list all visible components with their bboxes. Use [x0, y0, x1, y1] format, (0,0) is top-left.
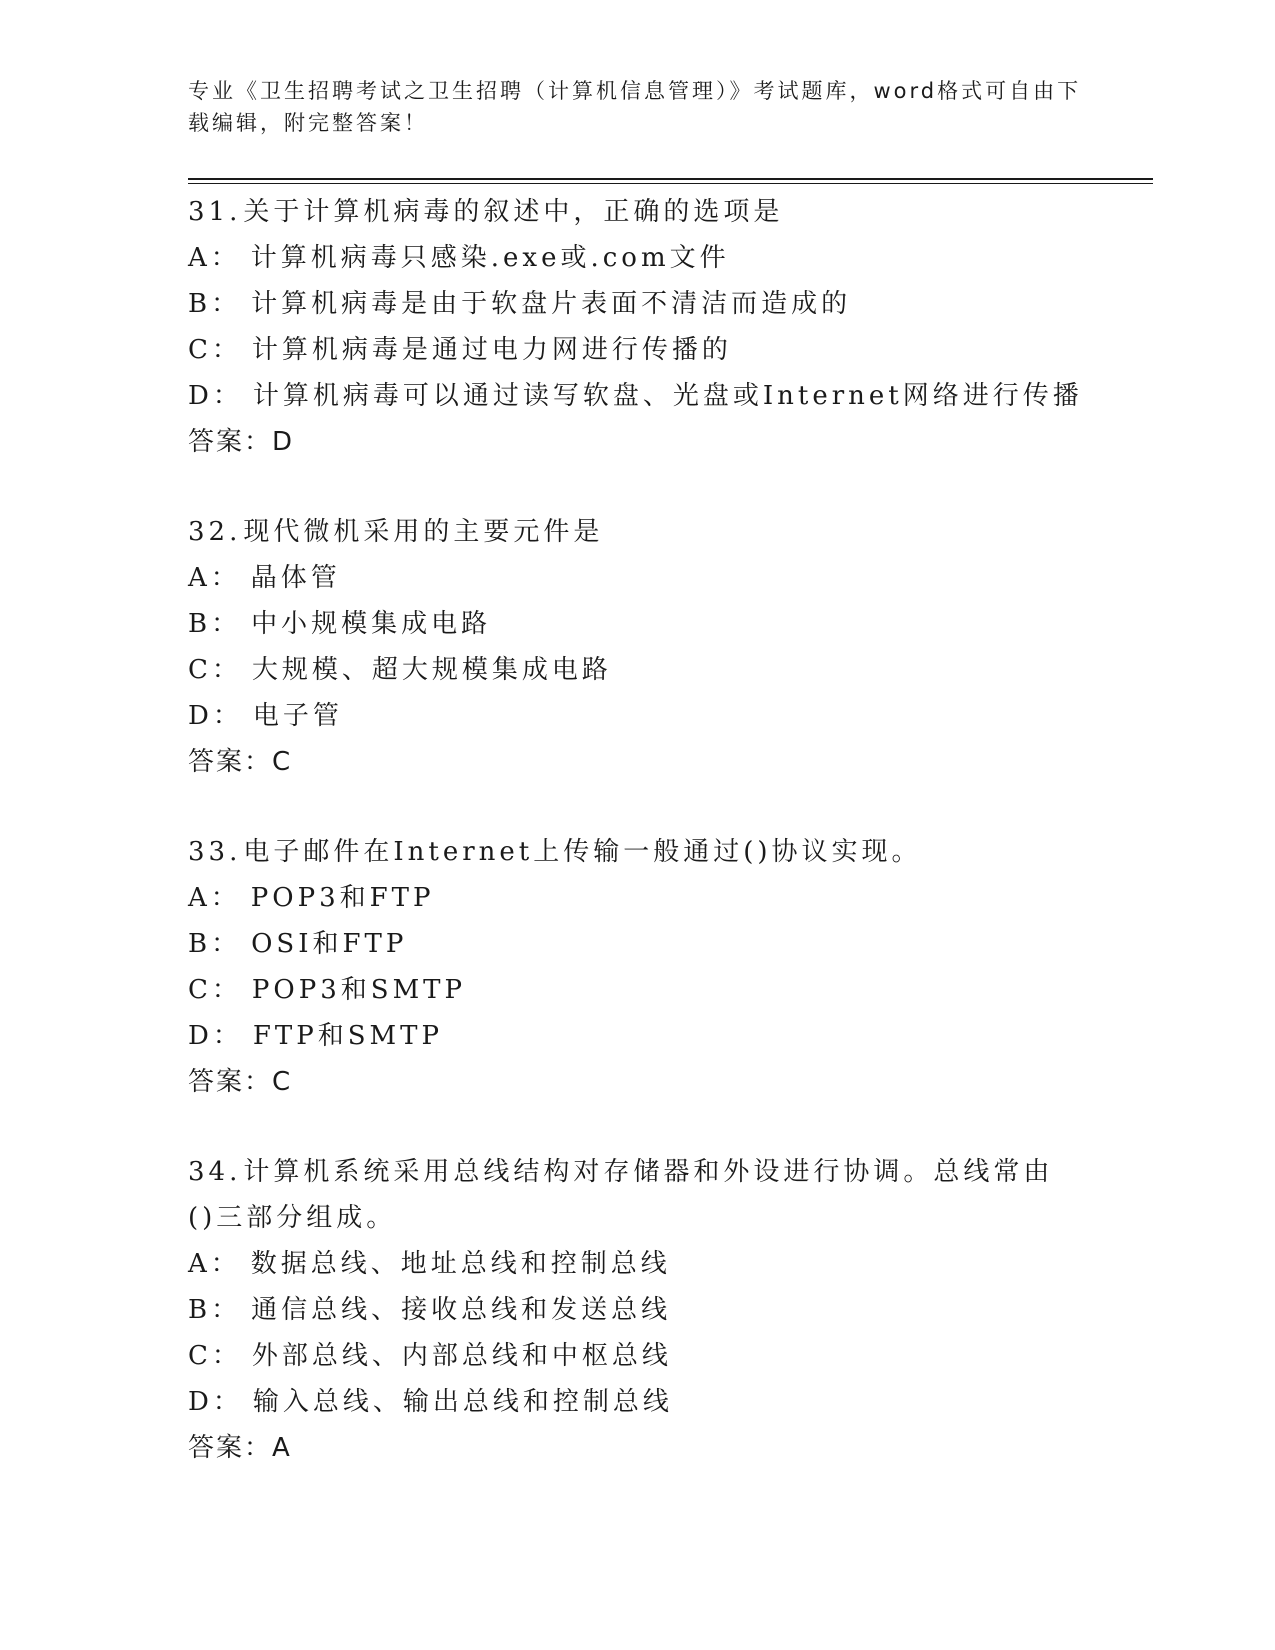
option-text: 计算机病毒是通过电力网进行传播的: [251, 335, 732, 365]
option-key: D：: [188, 381, 243, 411]
option-key: D：: [188, 1387, 243, 1417]
option-text: 外部总线、内部总线和中枢总线: [251, 1341, 672, 1371]
option-c: [188, 1333, 1088, 1379]
option-text: 晶体管: [250, 563, 341, 593]
option-b: [188, 921, 1088, 967]
question-stem: [188, 829, 1088, 875]
question-number: 32.: [188, 517, 242, 547]
option-a: [188, 555, 1088, 601]
option-a: [188, 1241, 1088, 1287]
option-b: [188, 601, 1088, 647]
option-text: POP3和FTP: [250, 883, 435, 913]
question-32: [188, 509, 1088, 785]
answer-line: 答案：C: [188, 1067, 293, 1097]
option-d: [188, 1013, 1088, 1059]
option-text: 输入总线、输出总线和控制总线: [252, 1387, 673, 1417]
document-intro: 专业《卫生招聘考试之卫生招聘（计算机信息管理）》考试题库，word格式可自由下载编辑，附完整答案！: [188, 79, 1082, 135]
option-text: 计算机病毒只感染.exe或.com文件: [250, 243, 730, 273]
option-key: D：: [188, 1021, 243, 1051]
option-key: A：: [188, 243, 241, 273]
option-text: OSI和FTP: [251, 929, 408, 959]
option-text: POP3和SMTP: [251, 975, 467, 1005]
question-stem: [188, 189, 1088, 235]
option-key: D：: [188, 701, 243, 731]
option-text: 中小规模集成电路: [251, 609, 492, 639]
option-d: [188, 693, 1088, 739]
option-text: 计算机病毒是由于软盘片表面不清洁而造成的: [251, 289, 852, 319]
option-key: B：: [188, 609, 242, 639]
question-34: [188, 1149, 1088, 1471]
option-c: [188, 967, 1088, 1013]
option-text: 电子管: [252, 701, 343, 731]
question-stem: [188, 509, 1088, 555]
option-a: [188, 875, 1088, 921]
option-key: B：: [188, 929, 242, 959]
question-number: 33.: [188, 837, 242, 867]
option-text: 计算机病毒可以通过读写软盘、光盘或Internet网络进行传播: [252, 381, 1083, 411]
option-text: 大规模、超大规模集成电路: [251, 655, 612, 685]
question-text: 计算机系统采用总线结构对存储器和外设进行协调。总线常由()三部分组成。: [188, 1157, 1054, 1233]
header-divider-thin: [188, 183, 1153, 184]
option-key: A：: [188, 883, 241, 913]
question-text: 关于计算机病毒的叙述中，正确的选项是: [243, 197, 784, 227]
question-number: 31.: [188, 197, 242, 227]
answer-line: 答案：D: [188, 427, 295, 457]
option-key: A：: [188, 563, 241, 593]
question-number: 34.: [188, 1157, 242, 1187]
option-c: [188, 327, 1088, 373]
question-33: [188, 829, 1088, 1105]
option-key: C：: [188, 975, 242, 1005]
option-key: C：: [188, 335, 242, 365]
option-d: [188, 373, 1088, 419]
option-key: A：: [188, 1249, 241, 1279]
question-list: [188, 189, 1088, 1515]
question-text: 现代微机采用的主要元件是: [243, 517, 604, 547]
option-b: [188, 281, 1088, 327]
answer-line: 答案：A: [188, 1433, 292, 1463]
question-text: 电子邮件在Internet上传输一般通过()协议实现。: [243, 837, 922, 867]
option-key: C：: [188, 655, 242, 685]
option-text: 通信总线、接收总线和发送总线: [251, 1295, 672, 1325]
header-divider-thick: [188, 178, 1153, 180]
option-key: C：: [188, 1341, 242, 1371]
option-a: [188, 235, 1088, 281]
option-c: [188, 647, 1088, 693]
option-key: B：: [188, 1295, 242, 1325]
question-31: [188, 189, 1088, 465]
option-key: B：: [188, 289, 242, 319]
option-b: [188, 1287, 1088, 1333]
option-text: FTP和SMTP: [252, 1021, 444, 1051]
question-stem: [188, 1149, 1078, 1241]
answer-line: 答案：C: [188, 747, 293, 777]
option-text: 数据总线、地址总线和控制总线: [250, 1249, 671, 1279]
option-d: [188, 1379, 1088, 1425]
